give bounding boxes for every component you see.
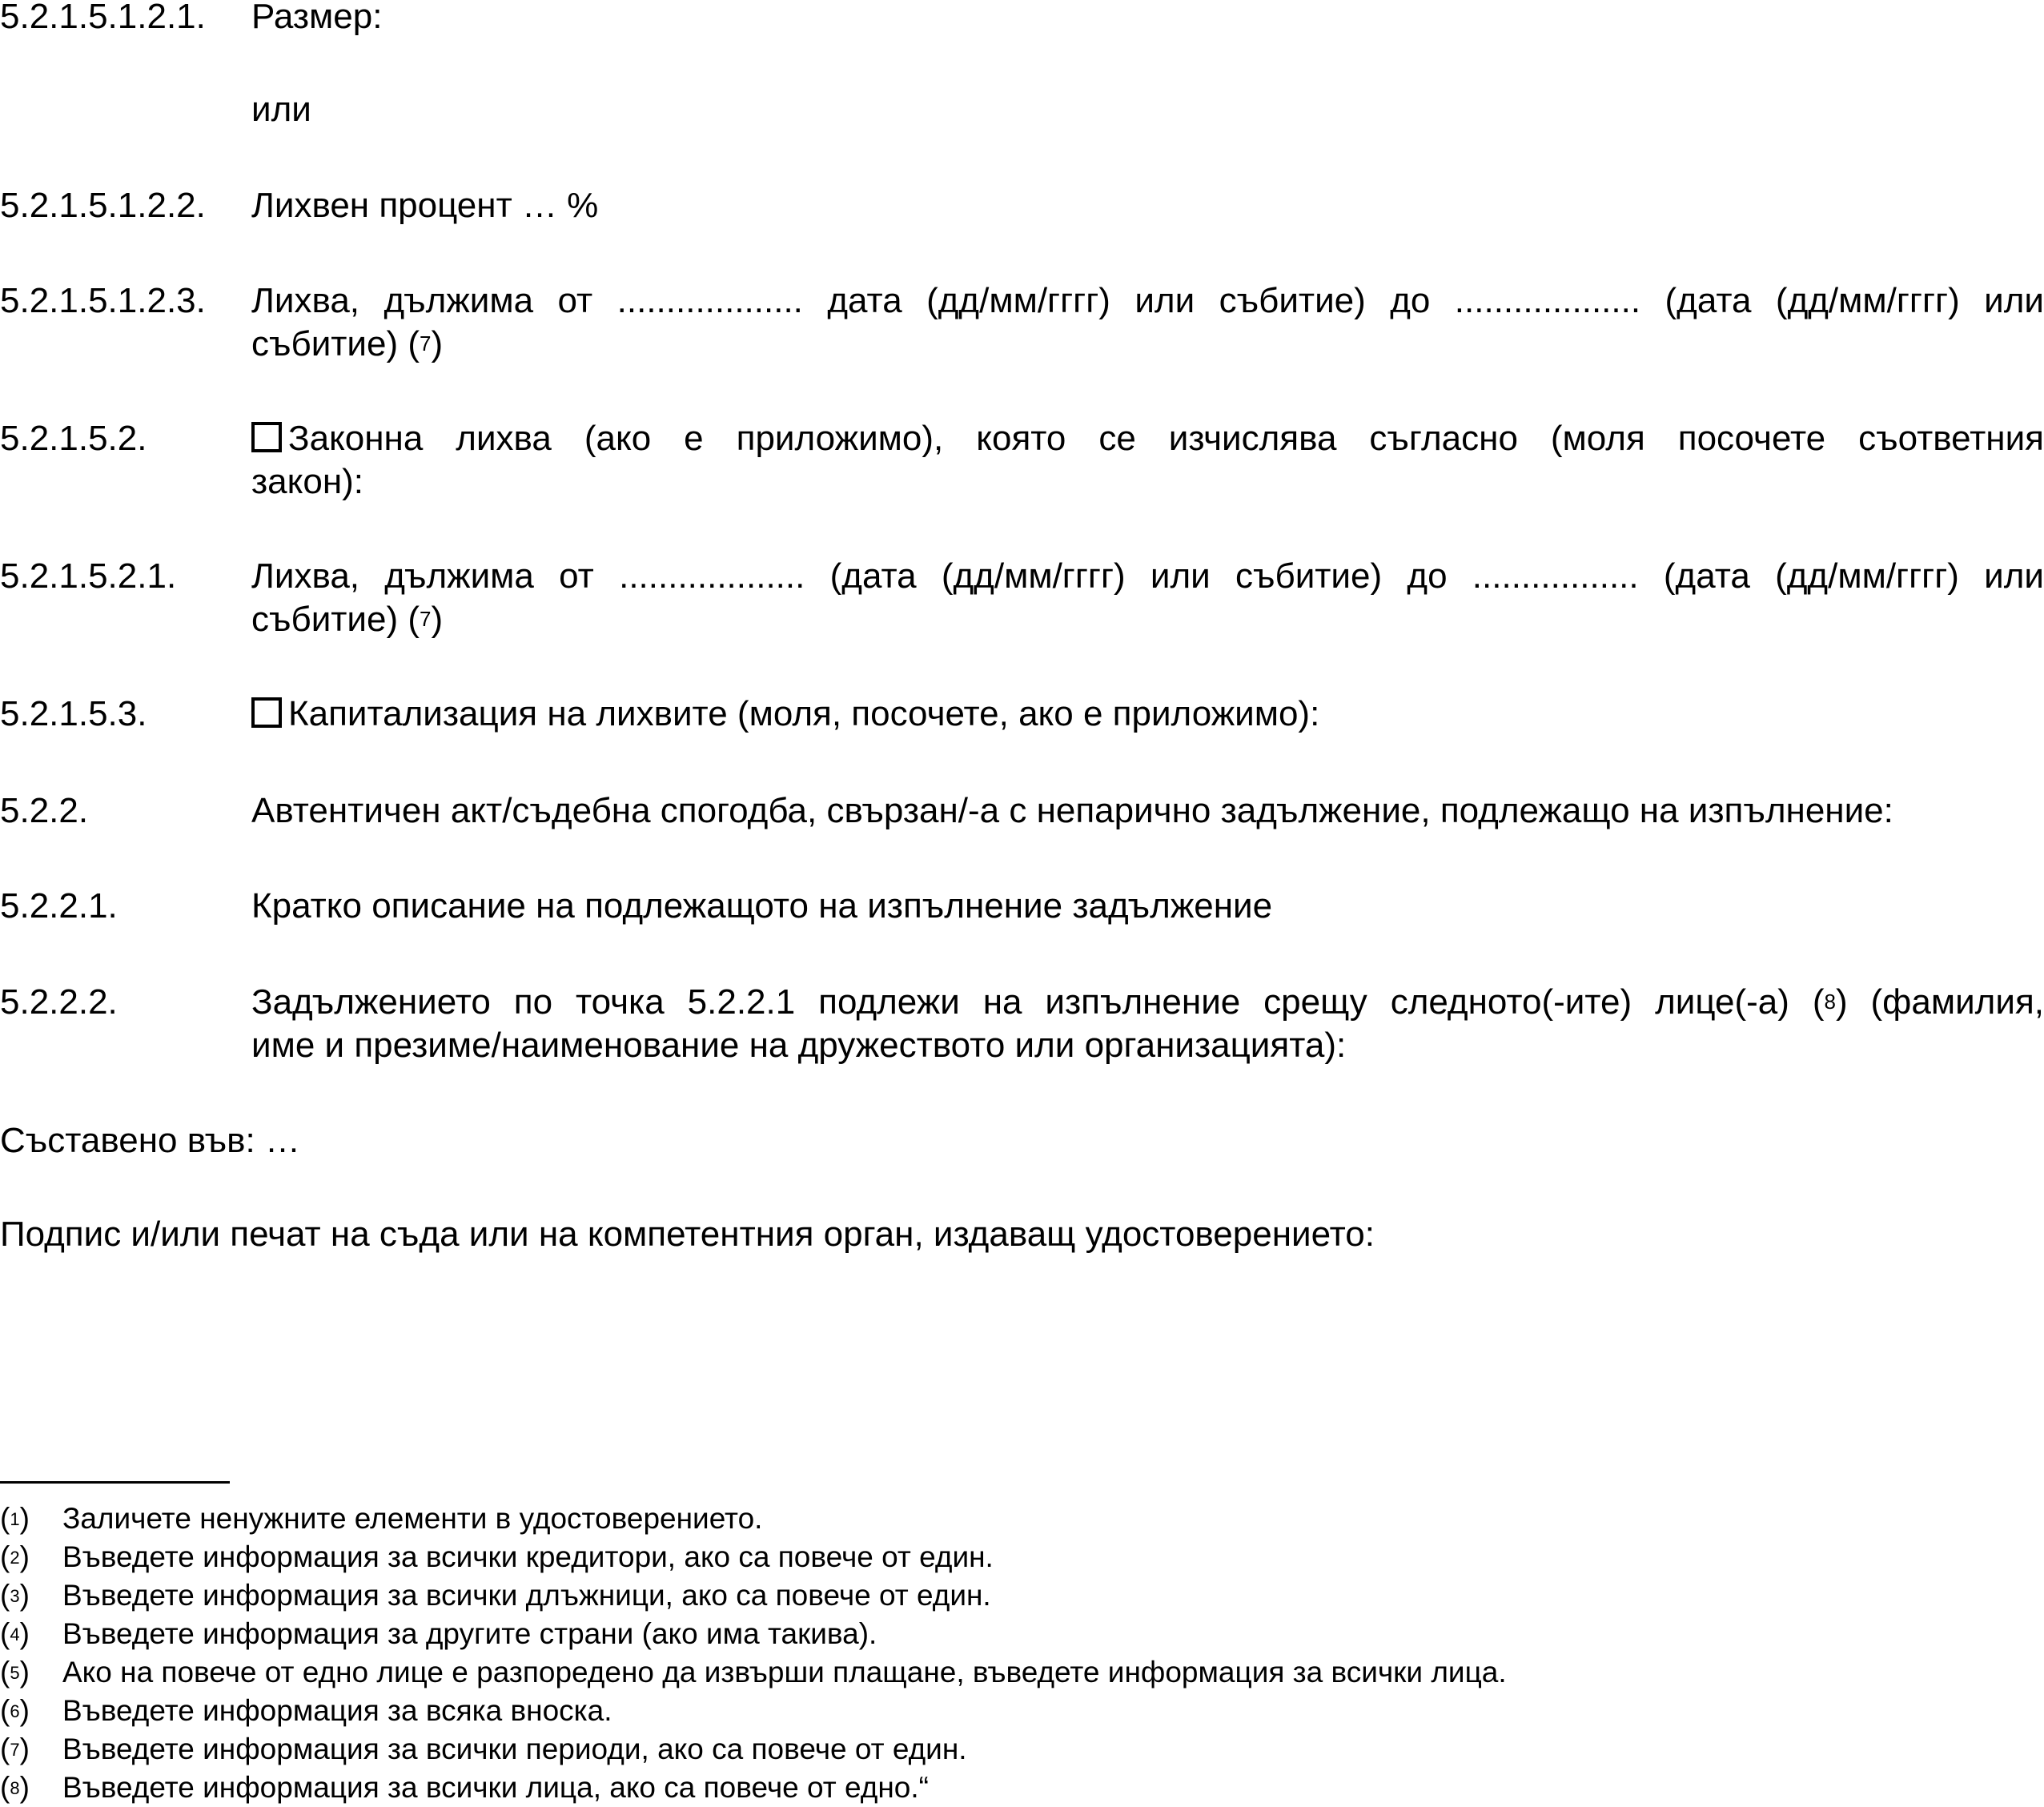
item-text-part: Задължението по точка 5.2.2.1 подлежи на изпълнение срещу следното(-ите) лице(-а) ( (251, 982, 1825, 1022)
footnote-ref: 8 (1824, 990, 1836, 1014)
item-text: Размер: (251, 0, 383, 36)
footnote-ref: 7 (420, 607, 432, 631)
footnote-number: 7 (10, 1740, 20, 1760)
footnote-number: 4 (10, 1624, 20, 1644)
item-text-part: събитие) ( (251, 324, 420, 363)
item-number: 5.2.2.1. (0, 886, 118, 926)
item-number: 5.2.2.2. (0, 982, 118, 1022)
item-number: 5.2.1.5.2. (0, 419, 147, 458)
item-text-line (251, 417, 2044, 460)
item-text (251, 417, 2044, 504)
item-number: 5.2.1.5.1.2.1. (0, 0, 206, 36)
footnote-divider (0, 1481, 230, 1484)
item-text: Кратко описание на подлежащото на изпълнение задължение (251, 886, 1273, 926)
item-text-line: име и презиме/наименование на дружеството или организацията): (251, 1026, 1347, 1065)
footnote-mark: ($^4$) (0, 1617, 30, 1650)
footnote-text: Въведете информация за всички периоди, ако са повече от един. (62, 1733, 967, 1765)
footnote-number: 8 (10, 1778, 20, 1798)
footnote-mark: ($^1$) (0, 1502, 30, 1535)
footnote-text: Въведете информация за другите страни (ако има такива). (62, 1617, 877, 1650)
item-text: Лихвен процент … % (251, 186, 599, 225)
item-number: 5.2.2. (0, 791, 89, 830)
item-number: 5.2.1.5.3. (0, 694, 147, 733)
footnote-number: 5 (10, 1663, 20, 1683)
item-number: 5.2.1.5.2.1. (0, 556, 177, 596)
item-text-part: ) (431, 600, 444, 639)
item-number: 5.2.1.5.1.2.3. (0, 281, 206, 320)
item-text (251, 693, 2044, 736)
item-text-line: Лихва, дължима от ................... (дата (дд/мм/гггг) или събитие) до ................. (дата (дд/мм/гггг) или (251, 556, 2044, 596)
item-text (251, 279, 2044, 366)
footnote-number: 6 (10, 1701, 20, 1721)
footnote-mark: ($^7$) (0, 1733, 30, 1765)
signature-line: Подпис и/или печат на съда или на компетентния орган, издаващ удостоверението: (0, 1215, 1375, 1254)
item-text-line (251, 598, 2044, 641)
item-number: 5.2.1.5.1.2.2. (0, 186, 206, 225)
footnote-text: Въведете информация за всички кредитори, ако са повече от един. (62, 1540, 994, 1573)
footnote-ref: 7 (420, 331, 432, 355)
item-text-line: Лихва, дължима от ................... дата (дд/мм/гггг) или събитие) до ................... (дата (дд/мм/гггг) или (251, 281, 2044, 320)
capitalisation-checkbox[interactable] (251, 697, 282, 728)
item-text-line: закон): (251, 462, 364, 501)
footnote-mark: ($^3$) (0, 1579, 30, 1612)
footnote-mark: ($^8$) (0, 1771, 30, 1804)
footnote-mark: ($^6$) (0, 1694, 30, 1727)
item-text: или (251, 90, 311, 129)
footnote-number: 2 (10, 1548, 20, 1568)
item-text-line (251, 981, 2044, 1024)
item-text (251, 555, 2044, 641)
item-text-part: ) (431, 324, 444, 363)
legal-interest-checkbox[interactable] (251, 422, 282, 452)
footnote-text: Заличете ненужните елементи в удостоверението. (62, 1502, 763, 1535)
compiled-in: Съставено във: … (0, 1121, 300, 1160)
item-text-line (251, 323, 2044, 366)
item-text-part: събитие) ( (251, 600, 420, 639)
footnote-text: Въведете информация за всяка вноска. (62, 1694, 612, 1727)
footnote-text: Въведете информация за всички лица, ако са повече от едно.“ (62, 1771, 929, 1804)
footnote-text: Ако на повече от едно лице е разпоредено да извърши плащане, въведете информация за всички лица. (62, 1656, 1507, 1689)
item-text (251, 981, 2044, 1067)
item-text: Автентичен акт/съдебна спогодба, свързан/-а с непарично задължение, подлежащо на изпълнение: (251, 791, 1893, 830)
item-text-part: ) (фамилия, (1835, 982, 2044, 1022)
item-text-part: Законна лихва (ако е приложимо), която се изчислява съгласно (моля посочете съответния (288, 419, 2044, 458)
footnote-text: Въведете информация за всички длъжници, ако са повече от един. (62, 1579, 991, 1612)
item-text-part: Капитализация на лихвите (моля, посочете, ако е приложимо): (288, 694, 1320, 733)
footnote-mark: ($^5$) (0, 1656, 30, 1689)
footnote-mark: ($^2$) (0, 1540, 30, 1573)
footnote-number: 3 (10, 1586, 20, 1606)
footnote-number: 1 (10, 1509, 20, 1529)
